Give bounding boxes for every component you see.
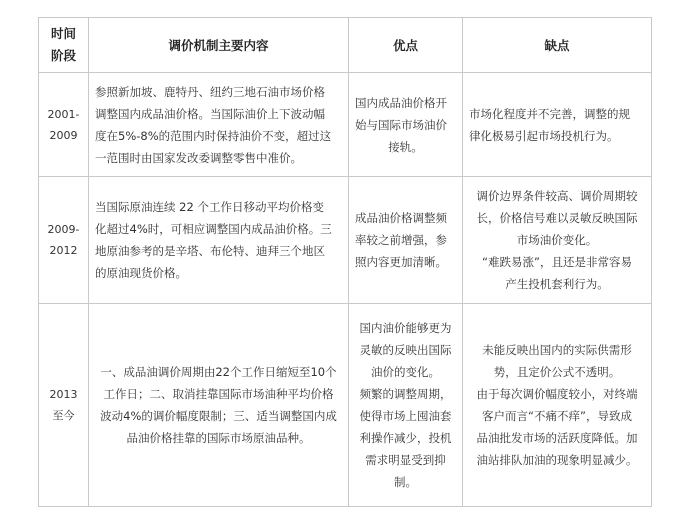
oil-pricing-table — [38, 17, 652, 507]
mechanism-line: 波动4%的调价幅度限制；三、适当调整国内成 — [100, 409, 337, 423]
period-text: 2009- — [47, 223, 80, 236]
mechanism-cell — [89, 73, 349, 177]
disadvantages-line: 产生投机套利行为。 — [505, 277, 609, 291]
mechanism-line: 一、成品油调价周期由22个工作日缩短至10个 — [100, 365, 337, 379]
mechanism-line: 地原油参考的是辛塔、布伦特、迪拜三个地区 — [95, 244, 325, 258]
table-row — [39, 304, 652, 507]
mechanism-line: 的原油现货价格。 — [95, 266, 187, 280]
advantages-line: 制。 — [394, 475, 417, 489]
disadvantages-line: 品油批发市场的活跃度降低。加 — [476, 431, 638, 445]
table-row — [39, 177, 652, 304]
mechanism-line: 品油价格挂靠的国际市场原油品种。 — [126, 431, 311, 445]
disadvantages-line: 由于每次调价幅度较小，对终端 — [476, 387, 638, 401]
disadvantages-line: 长，价格信号难以灵敏反映国际 — [476, 211, 638, 225]
advantages-cell — [349, 73, 463, 177]
mechanism-line: 一范围时由国家发改委调整零售中准价。 — [95, 150, 302, 165]
mechanism-line: 当国际原油连续 22 个工作日移动平均价格变 — [95, 200, 324, 214]
advantages-line: 国内油价能够更为 — [359, 321, 452, 335]
mechanism-line: 参照新加坡、鹿特丹、纽约三地石油市场价格 — [95, 84, 325, 99]
header-disadvantages: 缺点 — [463, 18, 652, 73]
oil-pricing-table-container — [38, 17, 651, 504]
advantages-line: 利操作减少，投机 — [359, 431, 452, 445]
advantages-cell — [349, 177, 463, 304]
mechanism-cell — [89, 177, 349, 304]
disadvantages-line: 市场化程度并不完善，调整的规 — [469, 106, 630, 121]
disadvantages-line: 未能反映出国内的实际供需形 — [482, 343, 632, 357]
period-text: 2001- — [47, 107, 80, 121]
disadvantages-line: 客户而言“不痛不痒”，导致成 — [482, 409, 632, 423]
period-text: 至今 — [52, 409, 75, 422]
mechanism-line: 调整国内成品油价格。当国际油价上下波动幅 — [95, 106, 325, 121]
header-row — [39, 18, 652, 73]
advantages-line: 油价的变化。 — [371, 365, 440, 379]
mechanism-line: 度在5%-8%的范围内时保持油价不变，超过这 — [95, 128, 332, 143]
header-period-line: 阶段 — [50, 48, 76, 63]
advantages-line: 灵敏的反映出国际 — [359, 343, 452, 357]
period-cell — [39, 177, 89, 304]
disadvantages-line: 调价边界条件较高、调价周期较 — [476, 189, 638, 203]
disadvantages-cell — [463, 73, 652, 177]
advantages-line: 成品油价格调整频 — [355, 211, 447, 225]
advantages-line: 需求明显受到抑 — [365, 453, 446, 467]
mechanism-line: 化超过4%时，可相应调整国内成品油价格。三 — [95, 222, 332, 236]
advantages-line: 频繁的调整周期， — [359, 387, 452, 401]
header-period-line: 时间 — [50, 26, 76, 41]
advantages-line: 照内容更加清晰。 — [355, 255, 447, 269]
header-advantages: 优点 — [349, 18, 463, 73]
advantages-line: 国内成品油价格开 — [355, 95, 447, 110]
mechanism-line: 工作日；二、取消挂靠国际市场油种平均价格 — [103, 387, 334, 401]
period-text: 2009 — [49, 128, 78, 142]
advantages-line: 使得市场上囤油套 — [359, 409, 452, 423]
table-row — [39, 73, 652, 177]
advantages-cell — [349, 304, 463, 507]
disadvantages-line: 势，且定价公式不透明。 — [493, 365, 621, 379]
period-cell — [39, 304, 89, 507]
period-text: 2012 — [49, 244, 78, 257]
disadvantages-cell — [463, 177, 652, 304]
mechanism-cell — [89, 304, 349, 507]
advantages-line: 率较之前增强，参 — [355, 233, 447, 247]
disadvantages-cell — [463, 304, 652, 507]
disadvantages-line: 油站排队加油的现象明显减少。 — [476, 453, 638, 467]
advantages-line: 始与国际市场油价 — [355, 117, 447, 132]
header-mechanism: 调价机制主要内容 — [89, 18, 349, 73]
disadvantages-line: “难跌易涨”，且还是非常容易 — [482, 255, 632, 269]
period-cell — [39, 73, 89, 177]
header-period — [39, 18, 89, 73]
period-text: 2013 — [49, 388, 78, 401]
disadvantages-line: 市场油价变化。 — [516, 233, 598, 247]
disadvantages-line: 律化极易引起市场投机行为。 — [469, 128, 619, 143]
advantages-line: 接轨。 — [388, 139, 423, 154]
